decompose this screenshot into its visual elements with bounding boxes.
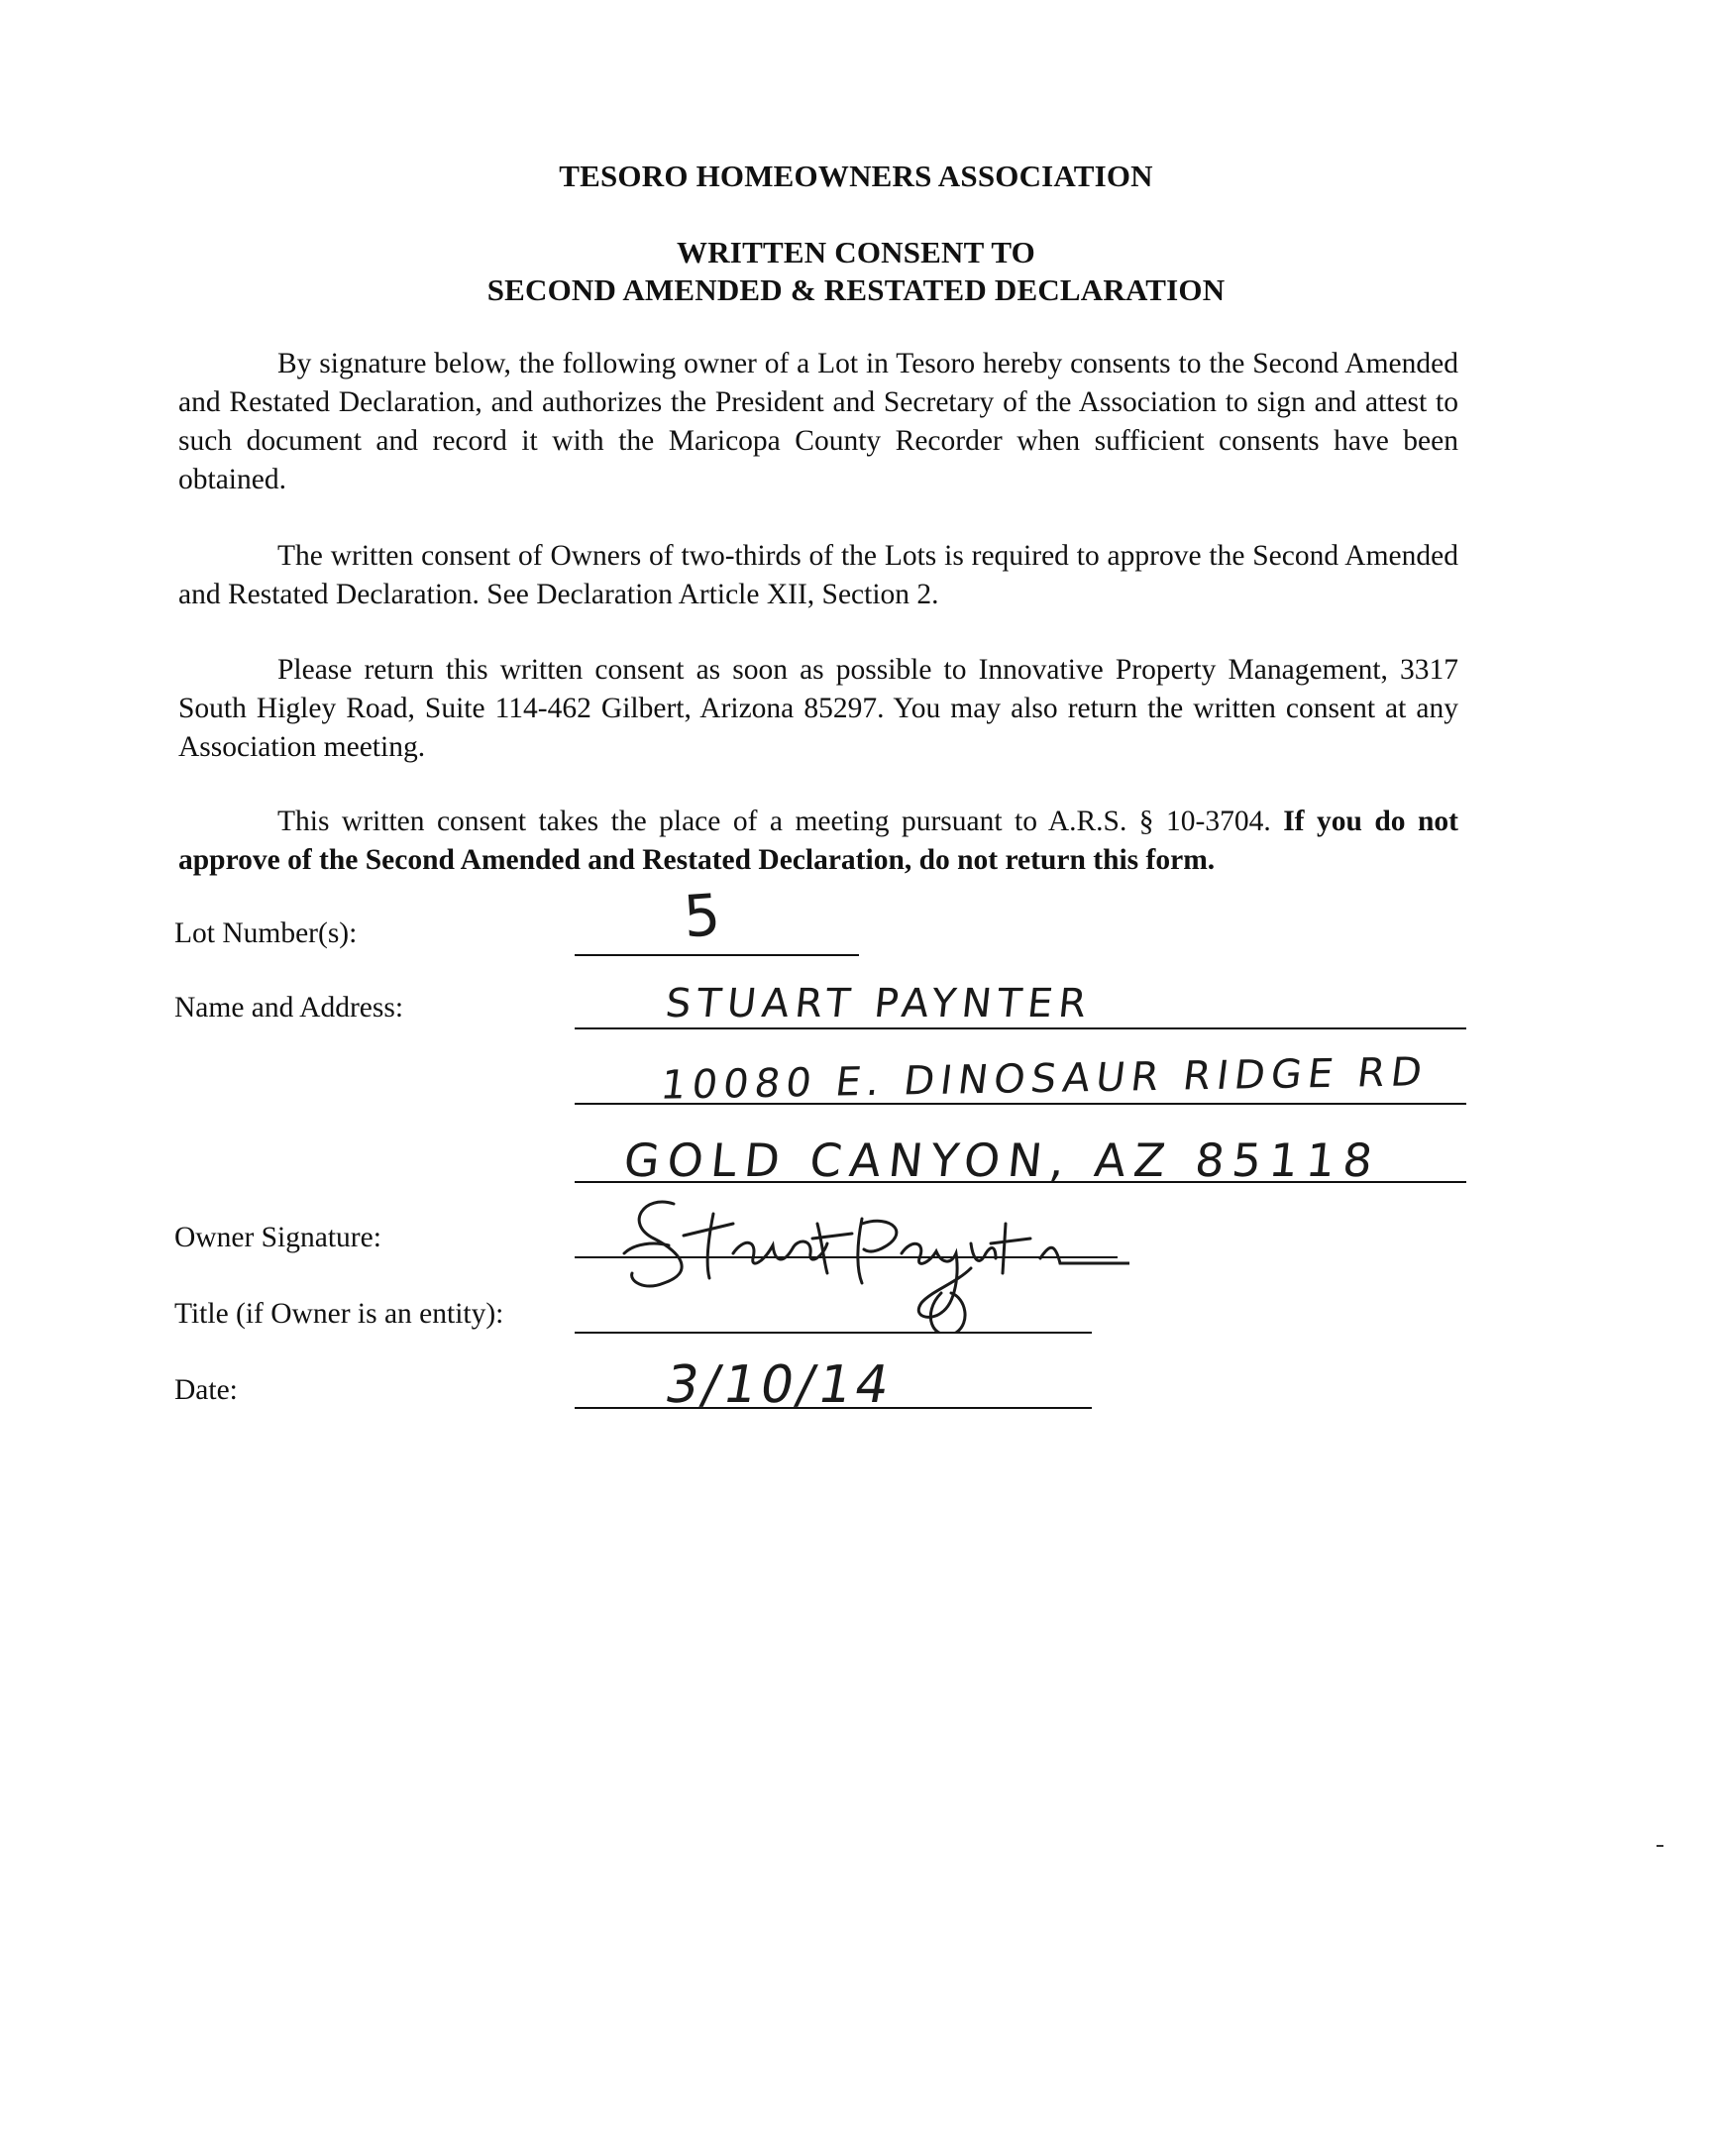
lot-number-value: 5 (681, 880, 729, 951)
name-address-label: Name and Address: (174, 992, 404, 1024)
organization-heading: TESORO HOMEOWNERS ASSOCIATION (559, 159, 1153, 193)
lot-number-line (575, 954, 859, 956)
owner-name-value: STUART PAYNTER (663, 981, 1095, 1026)
date-value: 3/10/14 (660, 1355, 898, 1415)
name-line (575, 1027, 1466, 1029)
consent-paragraph (178, 345, 1458, 499)
return-instructions-paragraph (178, 651, 1458, 767)
document-title-line-2: SECOND AMENDED & RESTATED DECLARATION (486, 272, 1226, 307)
approval-requirement-paragraph (178, 537, 1458, 614)
meeting-notice-warning: If you do not approve of the Second Amended and Restated Declaration, do not return this form. (178, 806, 1458, 876)
meeting-notice-paragraph (178, 803, 1458, 880)
owner-title-label: Title (if Owner is an entity): (174, 1298, 504, 1330)
address-line-2-value: GOLD CANYON, AZ 85118 (621, 1133, 1383, 1187)
document-title-line-1: WRITTEN CONSENT TO (677, 235, 1035, 270)
meeting-notice-text: This written consent takes the place of a meeting pursuant to A.R.S. § 10-3704. (277, 806, 1284, 837)
address-line-1-value: 10080 E. DINOSAUR RIDGE RD (658, 1049, 1431, 1109)
owner-signature (614, 1184, 1129, 1333)
return-instructions-text: Please return this written consent as soon as possible to Innovative Property Management, 3317 South Higley Road, Suite 114-462 Gilbert, Arizona 85297. You may also return the written consent at any Association meeting. (178, 654, 1458, 763)
edge-mark (1657, 1845, 1663, 1847)
date-label: Date: (174, 1374, 238, 1406)
owner-signature-label: Owner Signature: (174, 1222, 381, 1253)
approval-requirement-text: The written consent of Owners of two-thirds of the Lots is required to approve the Second Amended and Restated Declaration. See Declaration Article XII, Section 2. (178, 540, 1458, 610)
consent-paragraph-text: By signature below, the following owner of a Lot in Tesoro hereby consents to the Second Amended and Restated Declaration, and authorizes the President and Secretary of the Association to sign and attest to such document and record it with the Maricopa County Recorder when sufficient consents have been obtained. (178, 348, 1458, 495)
lot-number-label: Lot Number(s): (174, 917, 358, 949)
